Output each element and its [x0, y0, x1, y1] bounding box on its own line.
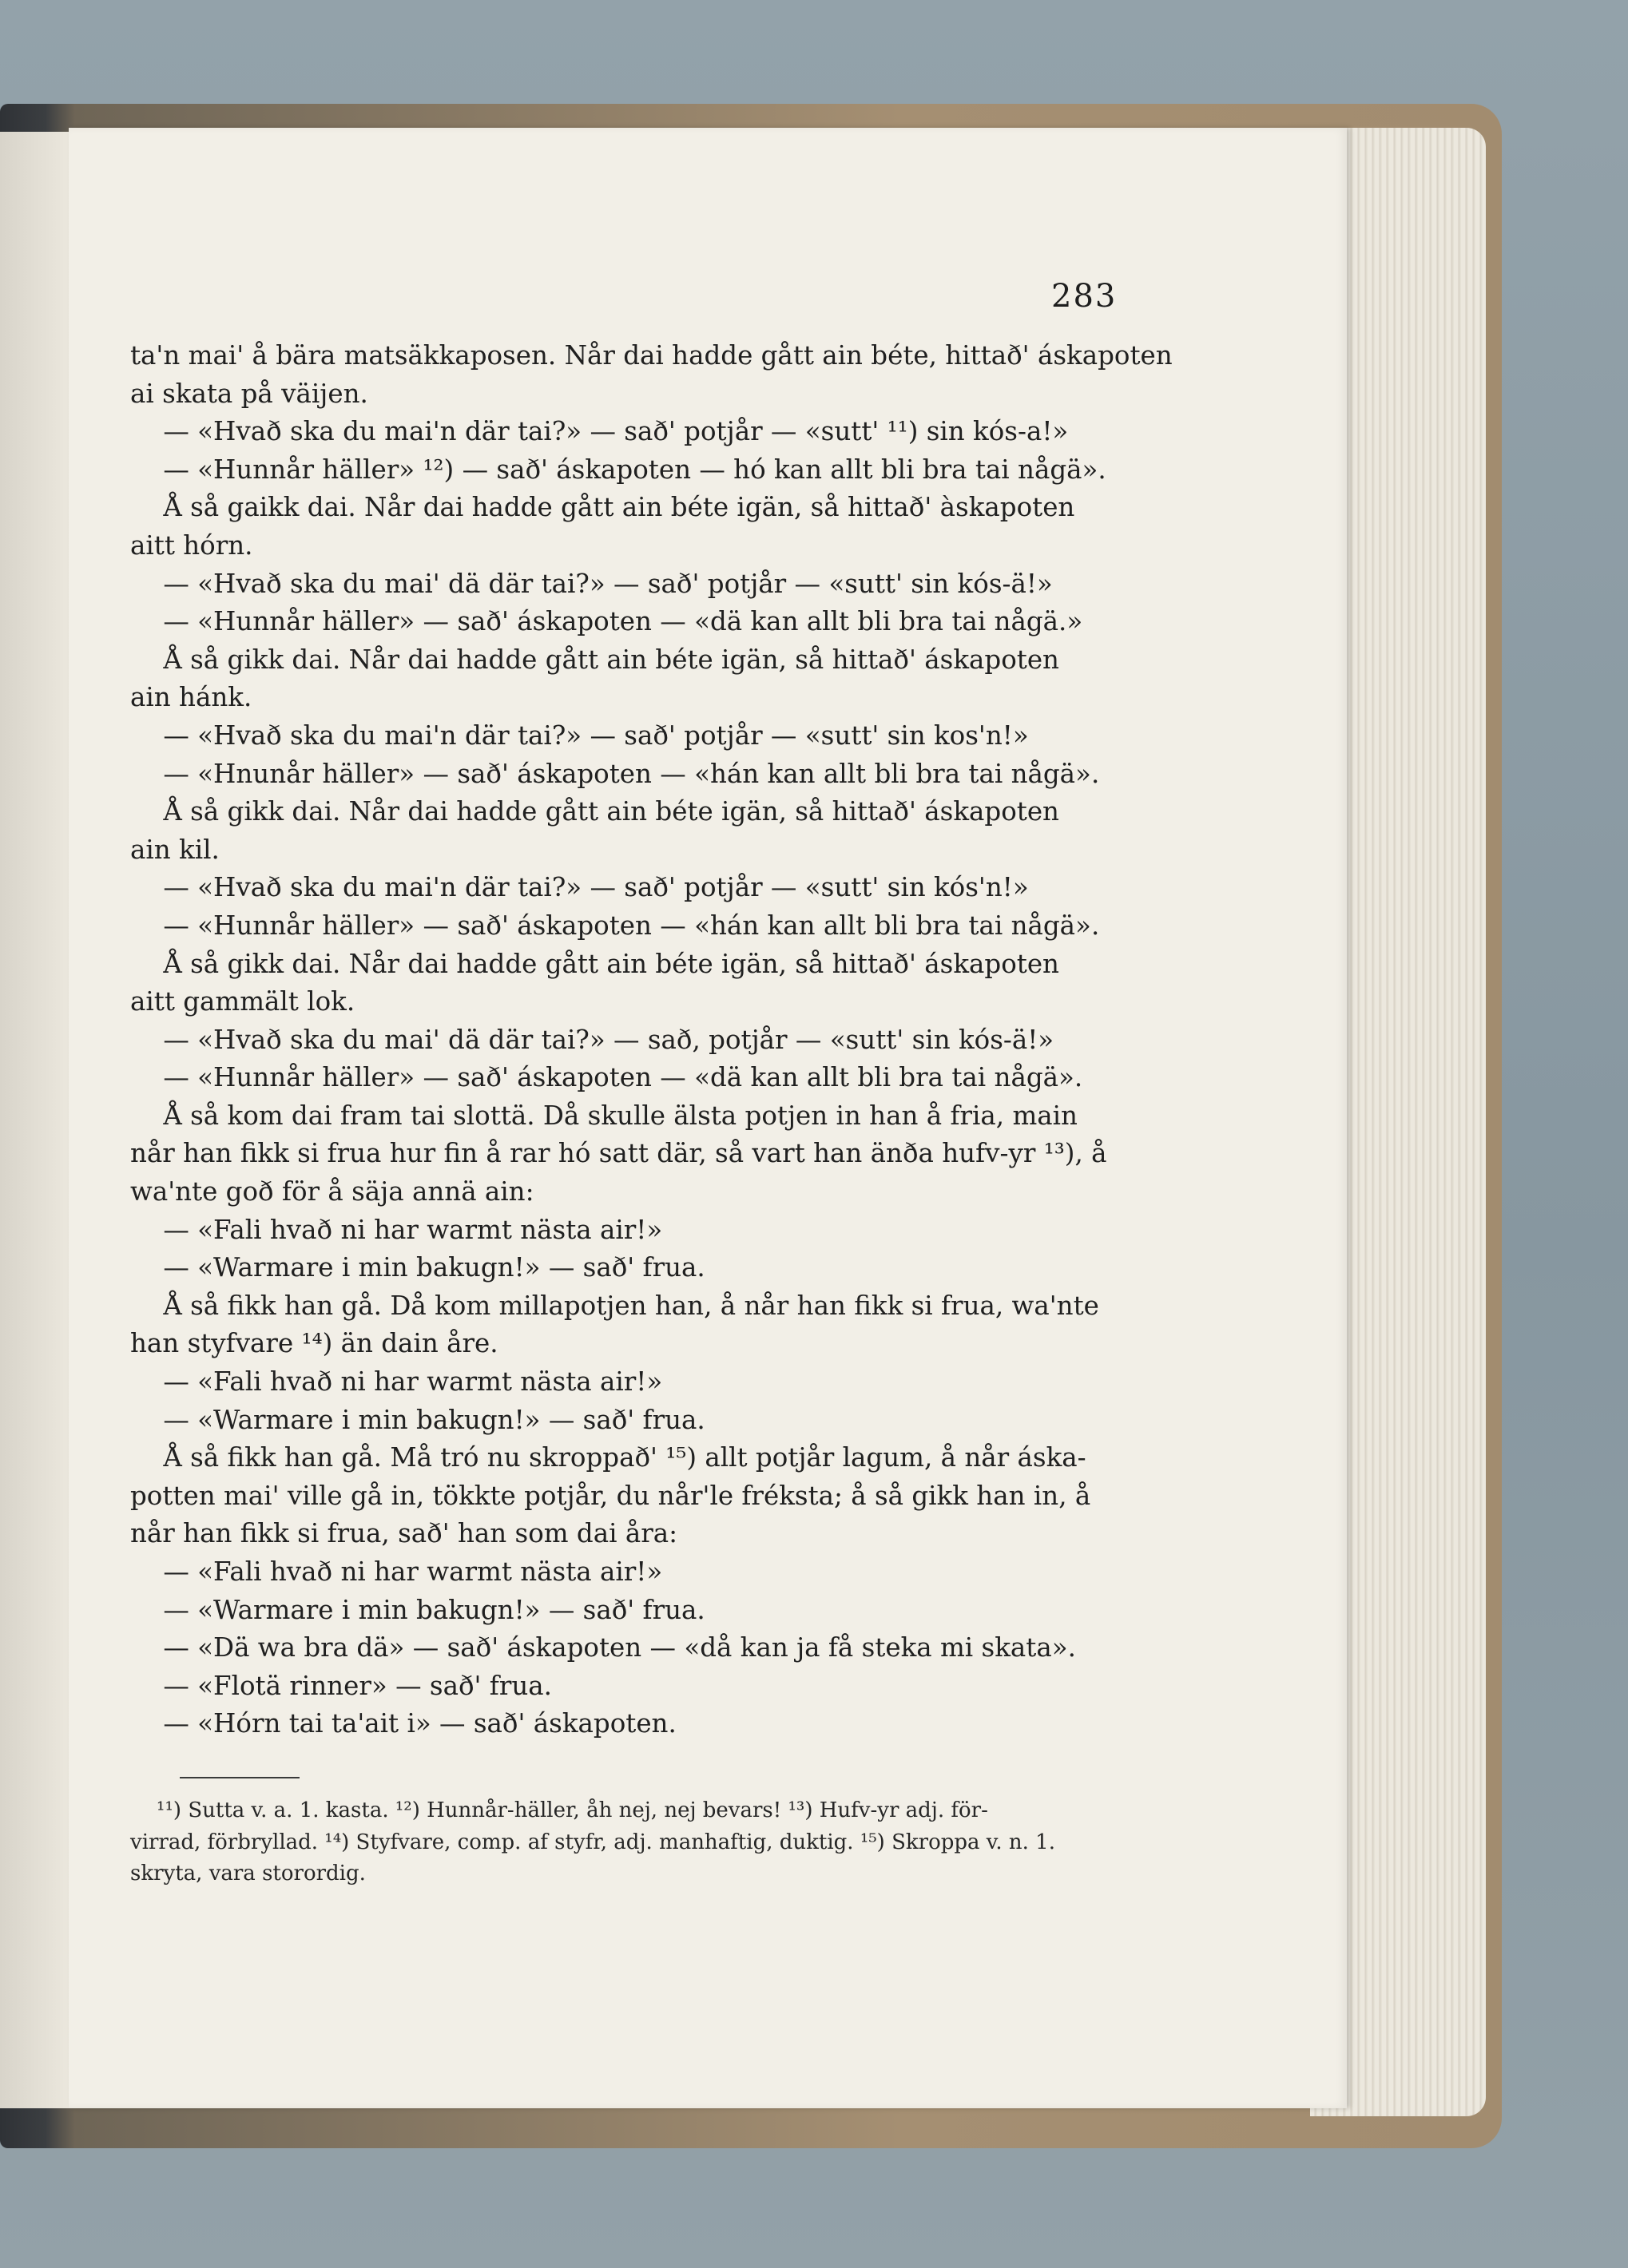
text-line: Å så kom dai fram tai slottä. Då skulle älsta potjen in han å fria, main	[130, 1100, 1078, 1131]
text-line: Å så gikk dai. Når dai hadde gått ain béte igän, så hittað' áskapoten	[130, 644, 1059, 675]
text-line: — «Hvað ska du mai'n där tai?» — sað' potjår — «sutt' sin kos'n!»	[130, 720, 1029, 751]
text-line: aitt hórn.	[130, 529, 253, 561]
facing-page-edge	[0, 132, 69, 2108]
text-line: — «Hórn tai ta'ait i» — sað' áskapoten.	[130, 1708, 677, 1739]
text-line: — «Hunnår häller» ¹²) — sað' áskapoten — hó kan allt bli bra tai någä».	[130, 454, 1106, 485]
text-line: — «Warmare i min bakugn!» — sað' frua.	[130, 1252, 705, 1283]
text-line: — «Fali hvað ni har warmt nästa air!»	[130, 1366, 663, 1398]
text-line: aitt gammält lok.	[130, 986, 355, 1017]
footnote-line: skryta, vara storordig.	[130, 1862, 366, 1885]
text-line: ai skata på väijen.	[130, 378, 368, 409]
footnotes	[130, 1795, 1169, 1890]
footnote-line: ¹¹) Sutta v. a. 1. kasta. ¹²) Hunnår-häller, åh nej, nej bevars! ¹³) Hufv-yr adj. för-	[130, 1798, 988, 1822]
text-line: potten mai' ville gå in, tökkte potjår, du når'le fréksta; å så gikk han in, å	[130, 1480, 1091, 1511]
text-line: når han fikk si frua, sað' han som dai åra:	[130, 1518, 678, 1549]
text-line: — «Flotä rinner» — sað' frua.	[130, 1670, 553, 1701]
text-line: Å så gaikk dai. Når dai hadde gått ain béte igän, så hittað' àskapoten	[130, 492, 1075, 523]
footnote-separator	[180, 1777, 300, 1778]
text-line: — «Hvað ska du mai'n där tai?» — sað' potjår — «sutt' ¹¹) sin kós-a!»	[130, 416, 1069, 447]
text-line: ta'n mai' å bära matsäkkaposen. Når dai hadde gått ain béte, hittað' áskapoten	[130, 340, 1173, 371]
text-line: — «Hvað ska du mai'n där tai?» — sað' potjår — «sutt' sin kós'n!»	[130, 872, 1029, 903]
body-text	[130, 337, 1173, 1743]
page-number: 283	[1051, 278, 1118, 315]
text-line: — «Hunnår häller» — sað' áskapoten — «hán kan allt bli bra tai någä».	[130, 910, 1100, 941]
text-line: — «Warmare i min bakugn!» — sað' frua.	[130, 1594, 705, 1625]
text-line: han styfvare ¹⁴) än dain åre.	[130, 1328, 498, 1359]
text-line: — «Dä wa bra dä» — sað' áskapoten — «då kan ja få steka mi skata».	[130, 1632, 1076, 1663]
text-line: Å så fikk han gå. Må tró nu skroppað' ¹⁵) allt potjår lagum, å når áska-	[130, 1442, 1086, 1473]
text-line: — «Fali hvað ni har warmt nästa air!»	[130, 1214, 663, 1245]
text-line: — «Hunnår häller» — sað' áskapoten — «dä kan allt bli bra tai någä».	[130, 1062, 1083, 1093]
text-line: Å så fikk han gå. Då kom millapotjen han, å når han fikk si frua, wa'nte	[130, 1290, 1099, 1321]
text-line: — «Hunnår häller» — sað' áskapoten — «dä kan allt bli bra tai någä.»	[130, 606, 1083, 637]
text-line: — «Hvað ska du mai' dä där tai?» — sað, potjår — «sutt' sin kós-ä!»	[130, 1024, 1054, 1055]
text-line: wa'nte goð för å säja annä ain:	[130, 1176, 534, 1207]
text-line: når han fikk si frua hur fin å rar hó satt där, så vart han änða hufv-yr ¹³), å	[130, 1138, 1107, 1169]
text-line: ain hánk.	[130, 682, 252, 713]
footnote-line: virrad, förbryllad. ¹⁴) Styfvare, comp. af styfr, adj. manhaftig, duktig. ¹⁵) Skroppa v. n. 1.	[130, 1830, 1055, 1854]
text-line: Å så gikk dai. Når dai hadde gått ain béte igän, så hittað' áskapoten	[130, 948, 1059, 979]
text-line: ain kil.	[130, 834, 220, 865]
text-line: Å så gikk dai. Når dai hadde gått ain béte igän, så hittað' áskapoten	[130, 796, 1059, 827]
text-line: — «Warmare i min bakugn!» — sað' frua.	[130, 1404, 705, 1435]
text-line: — «Hvað ska du mai' dä där tai?» — sað' potjår — «sutt' sin kós-ä!»	[130, 568, 1053, 599]
text-line: — «Fali hvað ni har warmt nästa air!»	[130, 1556, 663, 1587]
text-line: — «Hnunår häller» — sað' áskapoten — «hán kan allt bli bra tai någä».	[130, 758, 1100, 789]
